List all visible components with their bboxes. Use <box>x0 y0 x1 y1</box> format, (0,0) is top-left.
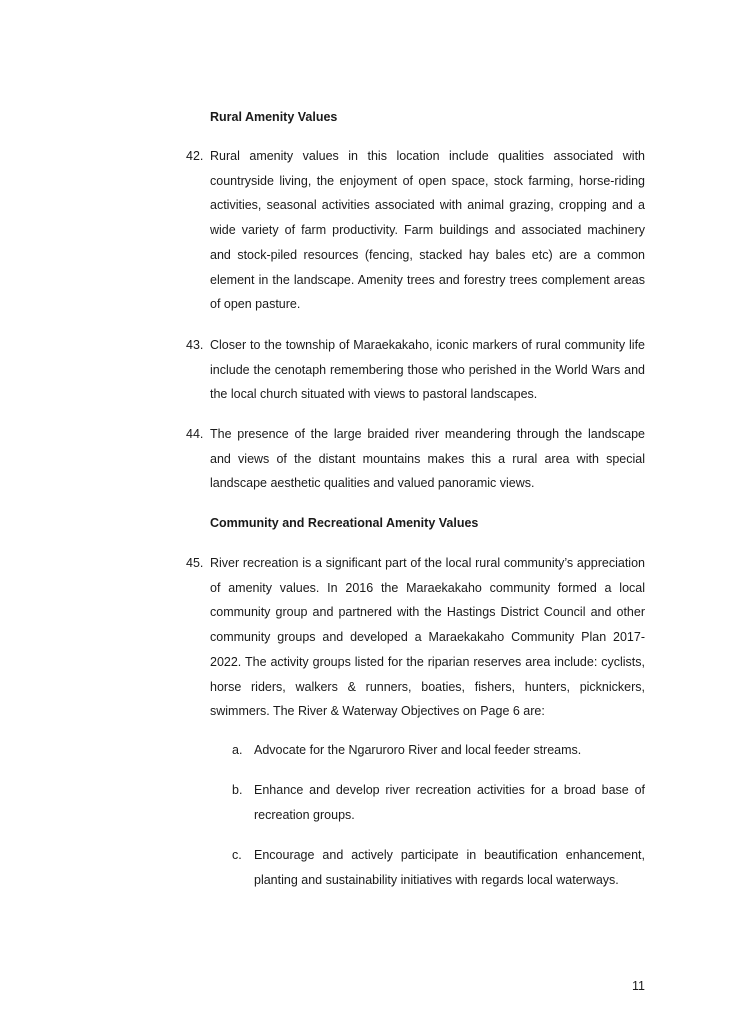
paragraph-text: Closer to the township of Maraekakaho, iconic markers of rural community life include the cenotaph remembering those who perished in the World Wars and the local church situated with views to pastoral landscapes. <box>210 338 645 402</box>
paragraph-45 <box>186 551 645 724</box>
paragraph-43 <box>186 333 645 407</box>
paragraph-text: The presence of the large braided river meandering through the landscape and views of the distant mountains makes this a rural area with special landscape aesthetic qualities and valued panoramic views. <box>210 427 645 491</box>
page-number: 11 <box>632 979 645 993</box>
sub-item-c <box>232 843 645 892</box>
sub-item-letter: c. <box>232 848 242 862</box>
paragraph-number: 42. <box>186 149 204 163</box>
sub-item-text: Enhance and develop river recreation activities for a broad base of recreation groups. <box>254 783 645 822</box>
sub-item-text: Advocate for the Ngaruroro River and local feeder streams. <box>254 743 582 757</box>
sub-item-letter: b. <box>232 783 243 797</box>
paragraph-text: Rural amenity values in this location include qualities associated with countryside living, the enjoyment of open space, stock farming, horse-riding activities, seasonal activities associated with animal grazing, cropping and a wide variety of farm productivity. Farm buildings and associated machinery and stock-piled resources (fencing, stacked hay bales etc) are a common element in the landscape. Amenity trees and forestry trees complement areas of open pasture. <box>210 149 645 312</box>
sub-item-a <box>232 738 645 763</box>
heading-community-recreational: Community and Recreational Amenity Values <box>210 516 479 530</box>
paragraph-number: 45. <box>186 556 204 570</box>
paragraph-number: 43. <box>186 338 204 352</box>
paragraph-44 <box>186 422 645 496</box>
heading-rural-amenity-values: Rural Amenity Values <box>210 110 338 124</box>
paragraph-42 <box>186 144 645 317</box>
paragraph-number: 44. <box>186 427 204 441</box>
paragraph-text: River recreation is a significant part of the local rural community’s appreciation of amenity values. In 2016 the Maraekakaho community formed a local community group and partnered with the Hastings District Council and other community groups and developed a Maraekakaho Community Plan 2017-2022. The activity groups listed for the riparian reserves area include: cyclists, horse riders, walkers & runners, boaties, fishers, hunters, picknickers, swimmers. The River & Waterway Objectives on Page 6 are: <box>210 556 645 719</box>
sub-item-b <box>232 778 645 827</box>
sub-item-text: Encourage and actively participate in beautification enhancement, planting and sustainability initiatives with regards local waterways. <box>254 848 645 887</box>
sub-item-letter: a. <box>232 743 243 757</box>
